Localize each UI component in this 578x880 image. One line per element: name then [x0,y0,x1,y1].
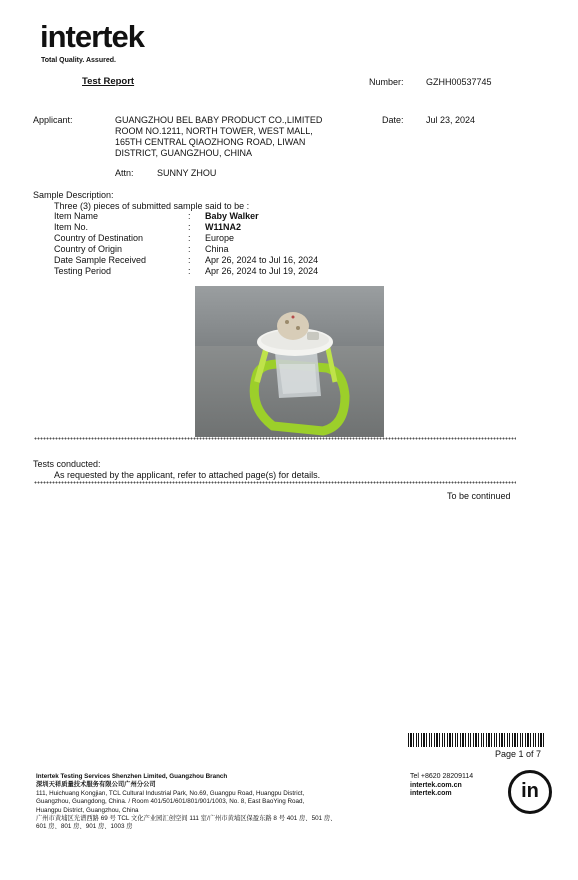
field-colon: : [188,233,191,243]
footer-contact [410,773,473,799]
field-value: Apr 26, 2024 to Jul 19, 2024 [205,266,319,276]
applicant-line: 165TH CENTRAL QIAOZHONG ROAD, LIWAN [115,137,306,147]
website: intertek.com [410,790,452,798]
field-label: Date Sample Received [54,255,147,265]
field-value: Baby Walker [205,211,259,221]
baby-walker-image [195,286,384,437]
company-name: Intertek Testing Services Shenzhen Limited, Guangzhou Branch [36,773,228,780]
intertek-seal-icon: in [508,770,552,814]
dotted-divider [34,437,516,440]
applicant-line: GUANGZHOU BEL BABY PRODUCT CO.,LIMITED [115,115,323,125]
field-value: China [205,244,229,254]
field-colon: : [188,222,191,232]
report-title: Test Report [82,76,135,87]
date-label: Date: [382,115,404,125]
field-colon: : [188,266,191,276]
number-value: GZHH00537745 [426,77,492,87]
address-line: 广州市黄埔区光谱西路 69 号 TCL 文化产业园汇创空间 111 室/广州市黄埔区保盈东路 8 号 401 房、501 房、 [36,815,337,823]
field-colon: : [188,211,191,221]
address-line: Guangzhou, Guangdong, China. / Room 401/501/601/801/901/1003, No. 8, East BaoYing Road, [36,798,305,806]
applicant-line: ROOM NO.1211, NORTH TOWER, WEST MALL, [115,126,313,136]
address-line: 111, Huichuang Kongjian, TCL Cultural Industrial Park, No.69, Guangpu Road, Huangpu District, [36,789,305,797]
sample-photo [195,286,384,437]
company-name-chinese: 深圳天祥质量技术服务有限公司广州分公司 [36,781,156,789]
field-value: W11NA2 [205,222,242,232]
website-cn: intertek.com.cn [410,781,462,789]
to-be-continued: To be continued [447,491,511,501]
attn-label: Attn: [115,168,134,178]
barcode [408,733,545,747]
attn-value: SUNNY ZHOU [157,168,217,178]
applicant-line: DISTRICT, GUANGZHOU, CHINA [115,148,253,158]
tests-text: As requested by the applicant, refer to attached page(s) for details. [54,470,321,480]
field-colon: : [188,244,191,254]
field-value: Europe [205,233,235,243]
field-colon: : [188,255,191,265]
field-label: Testing Period [54,266,112,276]
field-label: Item No. [54,222,89,232]
dotted-divider [34,481,516,484]
date-value: Jul 23, 2024 [426,115,476,125]
number-label: Number: [369,77,404,87]
field-value: Apr 26, 2024 to Jul 16, 2024 [205,255,319,265]
logo-tagline: Total Quality. Assured. [41,57,116,64]
address-line: Huangpu District, Guangzhou, China [36,806,139,814]
applicant-address [115,115,355,159]
sample-heading: Sample Description: [33,190,114,200]
field-label: Country of Destination [54,233,144,243]
address-line: 601 房、801 房、901 房、1003 房 [36,823,133,831]
footer-company-block [36,773,366,832]
field-label: Item Name [54,211,99,221]
telephone: Tel +8620 28209114 [410,773,474,780]
applicant-label: Applicant: [33,115,73,125]
tests-heading: Tests conducted: [33,459,101,469]
intertek-logo: intertek [40,19,144,54]
sample-intro: Three (3) pieces of submitted sample said to be : [54,201,250,211]
page-number: Page 1 of 7 [495,749,542,759]
field-label: Country of Origin [54,244,123,254]
